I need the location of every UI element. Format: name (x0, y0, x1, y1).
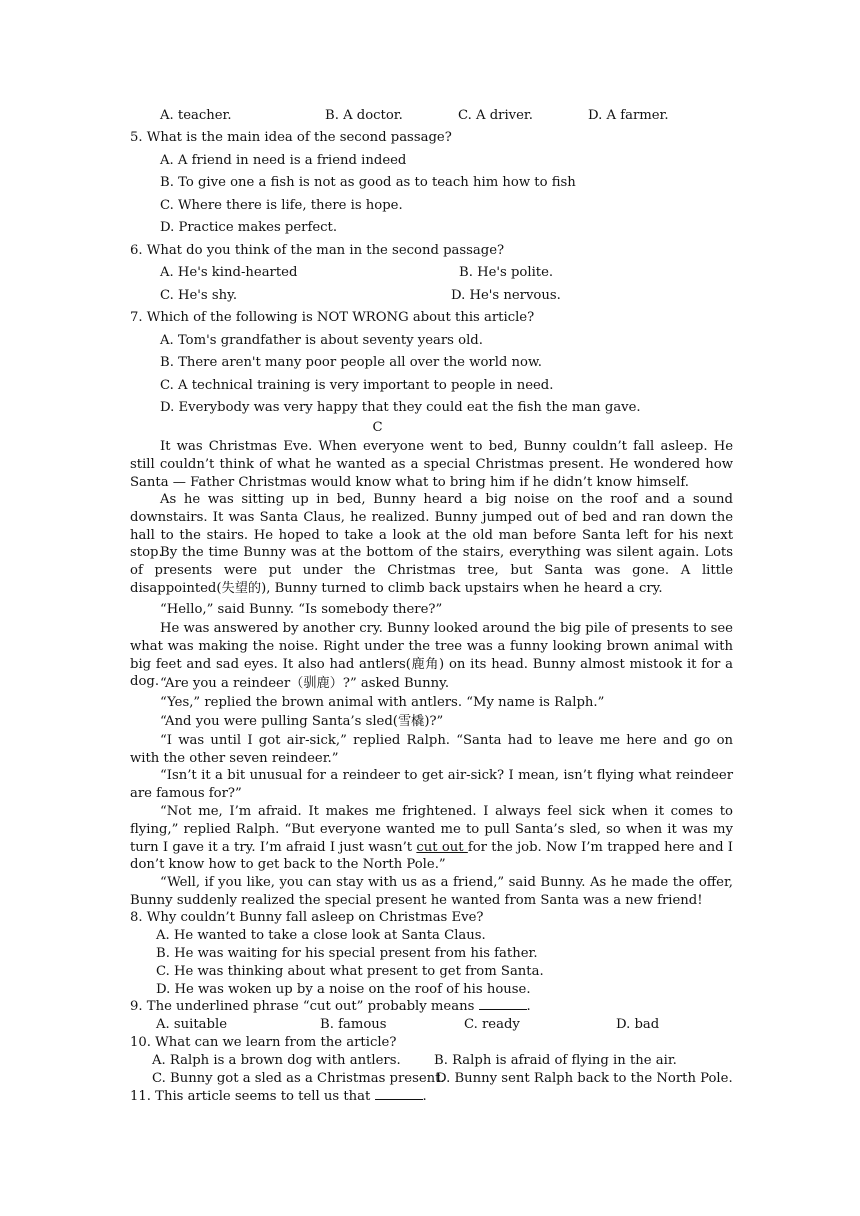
q11-question: 11. This article seems to tell us that (130, 1089, 371, 1104)
q10-question: 10. What can we learn from the article? (130, 1035, 397, 1050)
passage-paragraph-10: “Isn’t it a bit unusual for a reindeer to get air-sick? I mean, isn’t flying what reindeer are famous for?” (130, 768, 733, 801)
q9-question-line: 9. The underlined phrase “cut out” probably means . (130, 999, 531, 1014)
q7-option-b: B. There aren't many poor people all over the world now. (160, 355, 542, 370)
q5-option-a: A. A friend in need is a friend indeed (160, 153, 407, 168)
q4-option-d: D. A farmer. (588, 108, 669, 123)
q10-option-a: A. Ralph is a brown dog with antlers. (152, 1053, 401, 1068)
q9-option-d: D. bad (616, 1017, 660, 1032)
passage-paragraph-12: “Well, if you like, you can stay with us as a friend,” said Bunny. As he made the offer, Bunny suddenly realized the special present he wanted from Santa was a new friend! (130, 875, 733, 908)
passage-paragraph-11 (130, 803, 733, 874)
q10-option-b: B. Ralph is afraid of flying in the air. (434, 1053, 677, 1068)
passage-paragraph-9: “I was until I got air-sick,” replied Ralph. “Santa had to leave me here and go on with the other seven reindeer.” (130, 733, 733, 766)
passage-paragraph-6: “Are you a reindeer（驯鹿）?” asked Bunny. (160, 676, 450, 691)
q8-option-d: D. He was woken up by a noise on the roof of his house. (156, 982, 531, 997)
q10-option-d: D. Bunny sent Ralph back to the North Pole. (436, 1071, 733, 1086)
q6-option-b: B. He's polite. (459, 265, 554, 280)
q6-option-d: D. He's nervous. (451, 288, 561, 303)
q9-option-a: A. suitable (156, 1017, 228, 1032)
q4-option-a: A. teacher. (160, 108, 232, 123)
paragraph-11-text-a: “Not me, I’m afraid. It makes me frightened. I always feel sick when it comes to flying,” replied Ralph. “But everyone wanted me to pull Santa’s sled, so when it was my turn I gave it a try. I’m afraid I just wasn’t (130, 804, 733, 855)
q8-option-a: A. He wanted to take a close look at Santa Claus. (156, 928, 486, 943)
q6-question: 6. What do you think of the man in the second passage? (130, 243, 505, 258)
q8-option-c: C. He was thinking about what present to get from Santa. (156, 964, 544, 979)
q7-option-a: A. Tom's grandfather is about seventy years old. (160, 333, 483, 348)
q5-option-d: D. Practice makes perfect. (160, 220, 338, 235)
q8-question: 8. Why couldn’t Bunny fall asleep on Christmas Eve? (130, 910, 484, 925)
q7-option-d: D. Everybody was very happy that they could eat the fish the man gave. (160, 400, 641, 415)
underlined-phrase: cut out (416, 839, 468, 855)
passage-paragraph-4: “Hello,” said Bunny. “Is somebody there?” (160, 602, 443, 617)
q4-option-b: B. A doctor. (325, 108, 403, 123)
q7-option-c: C. A technical training is very important to people in need. (160, 378, 554, 393)
passage-paragraph-5: He was answered by another cry. Bunny looked around the big pile of presents to see what was making the noise. Right under the tree was a funny looking brown animal with big feet and sad eyes. It also had antlers(鹿角) on its head. Bunny almost mistook it for a dog. (130, 621, 733, 690)
passage-paragraph-2: As he was sitting up in bed, Bunny heard a big noise on the roof and a sound downstairs. It was Santa Claus, he realized. Bunny jumped out of bed and ran down the hall to the stairs. He hoped to take a look at the old man before Santa left for his next stop. (130, 492, 733, 561)
q9-option-b: B. famous (320, 1017, 387, 1032)
passage-paragraph-3: By the time Bunny was at the bottom of the stairs, everything was silent again. Lots of presents were put under the Christmas tree, but Santa was gone. A little disappointed(失望的), Bunny turned to climb back upstairs when he heard a cry. (130, 545, 733, 596)
passage-paragraph-1: It was Christmas Eve. When everyone went to bed, Bunny couldn’t fall asleep. He still couldn’t think of what he wanted as a special Christmas present. He wondered how Santa — Father Christmas would know what to bring him if he didn’t know himself. (130, 439, 733, 490)
q10-option-c: C. Bunny got a sled as a Christmas present. (152, 1071, 445, 1086)
answer-blank (479, 998, 527, 1010)
q7-question: 7. Which of the following is NOT WRONG about this article? (130, 310, 535, 325)
q6-option-c: C. He's shy. (160, 288, 238, 303)
q6-option-a: A. He's kind-hearted (160, 265, 298, 280)
answer-blank (375, 1088, 423, 1100)
q9-question: 9. The underlined phrase “cut out” probably means (130, 999, 475, 1014)
q8-option-b: B. He was waiting for his special present from his father. (156, 946, 538, 961)
paragraph-11-text-b: for the job. Now I’m trapped here and I don’t know how to get back to the North Pole.” (130, 839, 734, 873)
q4-option-c: C. A driver. (458, 108, 533, 123)
q11-question-line: 11. This article seems to tell us that . (130, 1089, 427, 1104)
section-heading: C (372, 420, 383, 435)
q5-question: 5. What is the main idea of the second passage? (130, 130, 452, 145)
q9-option-c: C. ready (464, 1017, 520, 1032)
passage-paragraph-7: “Yes,” replied the brown animal with antlers. “My name is Ralph.” (160, 695, 605, 710)
passage-paragraph-8: “And you were pulling Santa’s sled(雪橇)?” (160, 714, 444, 729)
q5-option-c: C. Where there is life, there is hope. (160, 198, 403, 213)
q5-option-b: B. To give one a fish is not as good as to teach him how to fish (160, 175, 576, 190)
